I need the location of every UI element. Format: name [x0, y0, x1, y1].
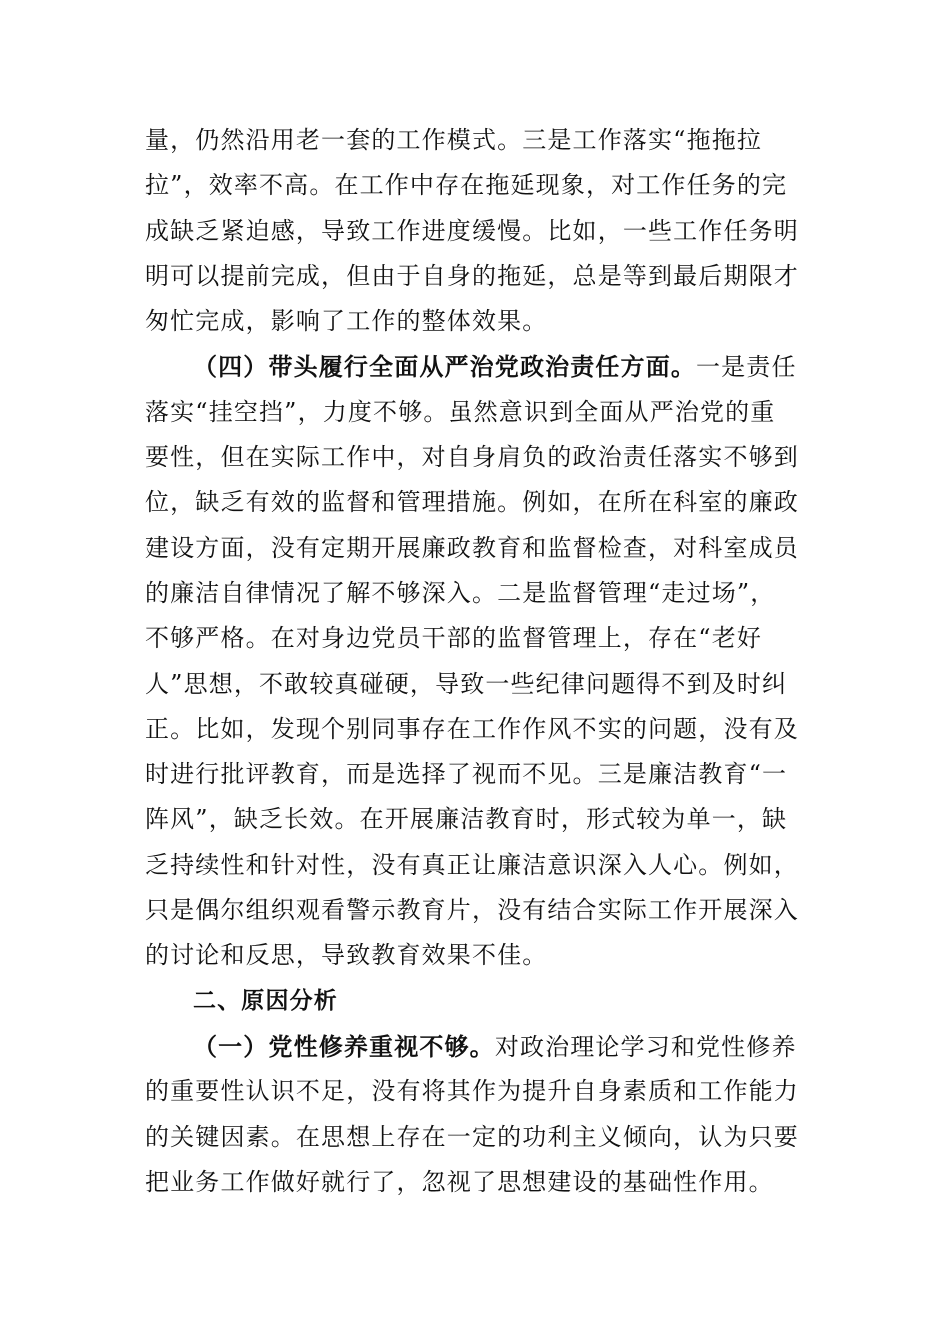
paragraph-line: 的关键因素。在思想上存在一定的功利主义倾向，认为只要 — [145, 1122, 799, 1151]
paragraph-line: 把业务工作做好就行了，忽视了思想建设的基础性作用。 — [145, 1167, 774, 1196]
document-body — [145, 118, 807, 1205]
paragraph-line: 位，缺乏有效的监督和管理措施。例如，在所在科室的廉政 — [145, 488, 799, 517]
paragraph-line: 的廉洁自律情况了解不够深入。二是监督管理“走过场”， — [145, 578, 776, 607]
paragraph-line: 匆忙完成，影响了工作的整体效果。 — [145, 307, 548, 336]
section-heading: 二、原因分析 — [193, 987, 338, 1014]
paragraph-line: 建设方面，没有定期开展廉政教育和监督检查，对科室成员 — [145, 533, 799, 562]
paragraph-line: 落实“挂空挡”，力度不够。虽然意识到全面从严治党的重 — [145, 397, 776, 426]
paragraph-first-line — [145, 1024, 807, 1069]
paragraph-first-line — [145, 344, 807, 389]
paragraph-line: 只是偶尔组织观看警示教育片，没有结合实际工作开展深入 — [145, 896, 799, 925]
paragraph-text: 一是责任 — [696, 353, 797, 382]
paragraph-line: 成缺乏紧迫感，导致工作进度缓慢。比如，一些工作任务明 — [145, 216, 799, 245]
paragraph-line: 要性，但在实际工作中，对自身肩负的政治责任落实不够到 — [145, 443, 799, 472]
paragraph-line: 正。比如，发现个别同事存在工作作风不实的问题，没有及 — [145, 714, 799, 743]
paragraph-line: 乏持续性和针对性，没有真正让廉洁意识深入人心。例如， — [145, 850, 799, 879]
paragraph-line: 明可以提前完成，但由于自身的拖延，总是等到最后期限才 — [145, 261, 799, 290]
paragraph-line: 量，仍然沿用老一套的工作模式。三是工作落实“拖拖拉 — [145, 126, 763, 154]
paragraph-line: 的讨论和反思，导致教育效果不佳。 — [145, 941, 548, 970]
paragraph-text: 对政治理论学习和党性修养 — [494, 1032, 797, 1061]
paragraph-line: 时进行批评教育，而是选择了视而不见。三是廉洁教育“一 — [145, 760, 788, 789]
section-lead: （四）带头履行全面从严治党政治责任方面。 — [193, 352, 696, 382]
paragraph-line: 的重要性认识不足，没有将其作为提升自身素质和工作能力 — [145, 1077, 799, 1106]
section-lead: （一）党性修养重视不够。 — [193, 1031, 495, 1061]
paragraph-line: 阵风”，缺乏长效。在开展廉洁教育时，形式较为单一，缺 — [145, 805, 788, 834]
paragraph-line: 拉”，效率不高。在工作中存在拖延现象，对工作任务的完 — [145, 171, 788, 200]
paragraph-line: 人”思想，不敢较真碰硬，导致一些纪律问题得不到及时纠 — [145, 669, 788, 698]
paragraph-line: 不够严格。在对身边党员干部的监督管理上，存在“老好 — [145, 624, 763, 653]
